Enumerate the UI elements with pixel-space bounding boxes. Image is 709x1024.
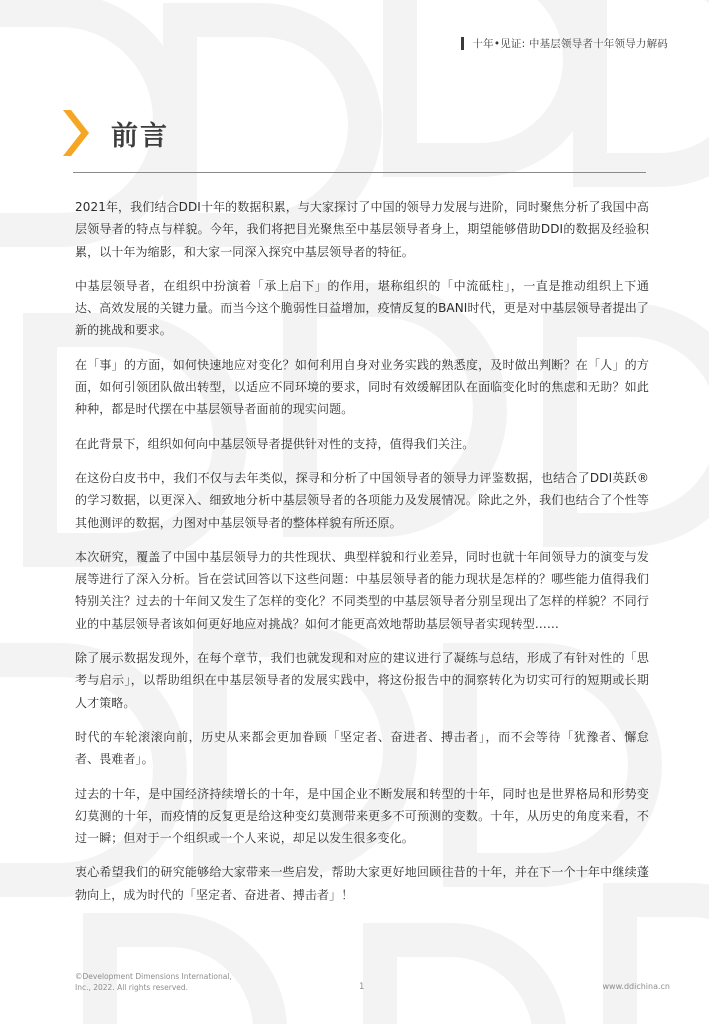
paragraph-1: 2021年，我们结合DDI十年的数据积累，与大家探讨了中国的领导力发展与进阶，同时聚焦分析了我国中高层领导者的特点与样貌。今年，我们将把目光聚焦至中基层领导者身上，期望能够借助DDI的数据及经验积累，以十年为缩影，和大家一同深入探究中基层领导者的特征。 [75, 200, 649, 259]
chevron-right-icon [63, 110, 89, 156]
copyright-notice: ©Development Dimensions International, Inc., 2022. All rights reserved. [75, 972, 232, 992]
header-marker [461, 37, 464, 50]
paragraph-10: 衷心希望我们的研究能够给大家带来一些启发，帮助大家更好地回顾往昔的十年，并在下一个十年中继续蓬勃向上，成为时代的「坚定者、奋进者、搏击者」！ [75, 865, 649, 902]
running-title: 十年•见证: 中基层领导者十年领导力解码 [472, 38, 668, 50]
paragraph-5: 在这份白皮书中，我们不仅与去年类似，探寻和分析了中国领导者的领导力评鉴数据，也结合了DDI英跃®的学习数据，以更深入、细致地分析中基层领导者的各项能力及发展情况。除此之外，我们也结合了个性等其他测评的数据，力图对中基层领导者的整体样貌有所还原。 [75, 470, 649, 530]
website-url: www.ddichina.cn [602, 982, 670, 991]
paragraph-4: 在此背景下，组织如何向中基层领导者提供针对性的支持，值得我们关注。 [75, 436, 475, 451]
paragraph-8: 时代的车轮滚滚向前，历史从来都会更加眷顾「坚定者、奋进者、搏击者」，而不会等待「犹豫者、懈怠者、畏难者」。 [75, 729, 649, 767]
paragraph-3: 在「事」的方面，如何快速地应对变化？如何利用自身对业务实践的熟悉度，及时做出判断？在「人」的方面，如何引领团队做出转型，以适应不同环境的要求，同时有效缓解团队在面临变化时的焦虑和无助？如此种种，都是时代摆在中基层领导者面前的现实问题。 [75, 357, 649, 417]
paragraph-7: 除了展示数据发现外，在每个章节，我们也就发现和对应的建议进行了凝练与总结，形成了有针对性的「思考与启示」，以帮助组织在中基层领导者的发展实践中，将这份报告中的洞察转化为切实可行的短期或长期人才策略。 [75, 651, 649, 710]
page-number: 1 [359, 982, 365, 992]
page-title: 前言 [111, 120, 169, 152]
running-header [461, 36, 668, 51]
paragraph-9: 过去的十年，是中国经济持续增长的十年，是中国企业不断发展和转型的十年，同时也是世界格局和形势变幻莫测的十年，而疫情的反复更是给这种变幻莫测带来更多不可预测的变数。十年，从历史的角度来看，不过一瞬；但对于一个组织或一个人来说，却足以发生很多变化。 [75, 786, 649, 846]
paragraph-6: 本次研究，覆盖了中国中基层领导力的共性现状、典型样貌和行业差异，同时也就十年间领导力的演变与发展等进行了深入分析。旨在尝试回答以下这些问题：中基层领导者的能力现状是怎样的？哪些能力值得我们特别关注？过去的十年间又发生了怎样的变化？不同类型的中基层领导者分别呈现出了怎样的样貌？不同行业的中基层领导者该如何更好地应对挑战？如何才能更高效地帮助基层领导者实现转型…… [75, 549, 649, 631]
page-footer [75, 971, 670, 1001]
title-divider [73, 172, 646, 173]
section-heading [63, 110, 169, 156]
preface-body [75, 196, 649, 918]
paragraph-2: 中基层领导者，在组织中扮演着「承上启下」的作用，堪称组织的「中流砥柱」，一直是推动组织上下通达、高效发展的关键力量。而当今这个脆弱性日益增加，疫情反复的BANI时代，更是对中基层领导者提出了新的挑战和要求。 [75, 278, 649, 338]
